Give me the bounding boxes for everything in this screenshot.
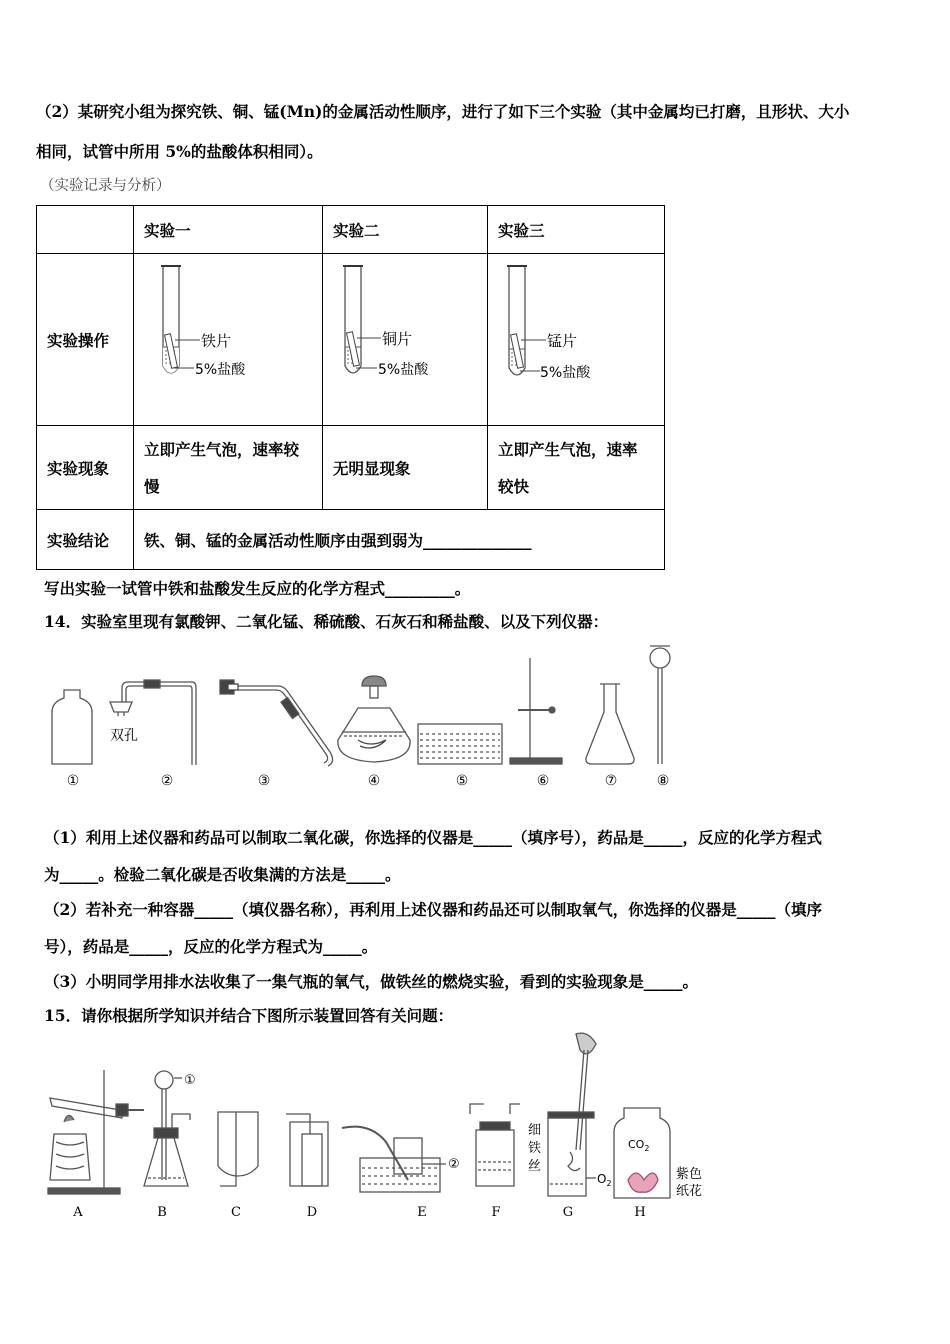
q14-sub2-line2: 号），药品是_____，反应的化学方程式为_____。 <box>44 937 378 956</box>
alcohol-lamp-icon <box>338 676 410 762</box>
apparatus-label-5: ⑤ <box>455 773 469 789</box>
marker-1: ① <box>184 1073 196 1088</box>
co2-label-main: CO <box>628 1138 645 1151</box>
stopper-label: 双孔 <box>110 728 138 744</box>
apparatus-label-2: ② <box>160 773 174 789</box>
q14-sub2-line1: （2）若补充一种容器_____（填仪器名称），再利用上述仪器和药品还可以制取氧气，你选择的仪器是_____（填序 <box>44 900 823 919</box>
q14-sub1-line2: 为_____。检验二氧化碳是否收集满的方法是_____。 <box>44 865 401 884</box>
header-exp1: 实验一 <box>134 206 323 254</box>
tube1-acid-label: 5%盐酸 <box>195 362 246 378</box>
apparatus-label-6: ⑥ <box>536 773 550 789</box>
apparatus-label-3: ③ <box>257 773 271 789</box>
row-label-conclusion: 实验结论 <box>37 510 134 570</box>
q14-sub3: （3）小明同学用排水法收集了一集气瓶的氧气，做铁丝的燃烧实验，看到的实验现象是_____。 <box>44 972 699 991</box>
device-a-heating-setup <box>48 1070 144 1194</box>
marker-2: ② <box>448 1157 460 1172</box>
tube-cell-2 <box>323 254 488 426</box>
device-label-d: D <box>306 1205 318 1220</box>
two-hole-stopper-icon <box>110 680 196 765</box>
device-g-iron-wire-burning <box>548 1033 596 1196</box>
q15-title: 15．请你根据所学知识并结合下图所示装置回答有关问题： <box>44 1006 454 1025</box>
apparatus-label-4: ④ <box>367 773 381 789</box>
iron-stand-icon <box>510 658 562 764</box>
q15-apparatus-figure <box>40 1030 760 1230</box>
row-label-operation: 实验操作 <box>37 254 134 426</box>
q14-sub1-line1: （1）利用上述仪器和药品可以制取二氧化碳，你选择的仪器是_____（填序号），药品是_____，反应的化学方程式 <box>44 828 823 847</box>
phenomenon-exp1-line2: 慢 <box>144 476 160 496</box>
phenomenon-exp3-line1: 立即产生气泡，速率 <box>498 439 638 459</box>
flower-label-1: 紫色 <box>676 1167 703 1182</box>
o2-label-main: O <box>597 1172 607 1186</box>
experiment-table <box>36 205 665 570</box>
tube1-metal-label: 铁片 <box>201 332 232 350</box>
header-exp3: 实验三 <box>488 206 665 254</box>
device-f-wash-bottle <box>470 1104 520 1186</box>
device-label-e: E <box>417 1205 427 1220</box>
device-label-c: C <box>231 1205 241 1220</box>
equation-prompt: 写出实验一试管中铁和盐酸发生反应的化学方程式_________。 <box>44 579 471 598</box>
q14-apparatus-figure <box>40 640 740 790</box>
co2-label-sub: 2 <box>644 1144 650 1153</box>
phenomenon-exp1 <box>134 426 323 510</box>
delivery-tube-icon <box>220 680 333 766</box>
row-label-phenomenon: 实验现象 <box>37 426 134 510</box>
device-h-co2-jar <box>614 1108 670 1198</box>
wire-label-1: 细 <box>528 1123 542 1138</box>
apparatus-label-1: ① <box>66 773 80 789</box>
long-neck-funnel-icon <box>650 646 670 764</box>
device-label-a: A <box>73 1205 83 1220</box>
flower-label-2: 纸花 <box>676 1184 703 1199</box>
device-d-gas-bottle <box>286 1114 328 1186</box>
device-c-collection-bottle <box>218 1112 258 1186</box>
device-b-flask-funnel <box>144 1071 190 1186</box>
q13-part2-line2: 相同，试管中所用 5%的盐酸体积相同）。 <box>36 142 323 161</box>
q13-part2-line1: （2）某研究小组为探究铁、铜、锰(Mn)的金属活动性顺序，进行了如下三个实验（其中金属均已打磨，且形状、大小 <box>36 102 850 121</box>
wire-label-2: 铁 <box>528 1141 542 1156</box>
test-tube-manganese <box>488 254 664 426</box>
device-e-water-trough <box>342 1127 446 1192</box>
phenomenon-exp1-line1: 立即产生气泡，速率较 <box>144 439 300 459</box>
o2-label <box>597 1172 612 1188</box>
tube2-metal-label: 铜片 <box>382 330 413 348</box>
apparatus-label-8: ⑧ <box>656 773 670 789</box>
device-label-b: B <box>157 1205 167 1220</box>
tube3-acid-label: 5%盐酸 <box>540 365 591 381</box>
device-label-f: F <box>491 1205 501 1220</box>
gas-jar-icon <box>52 690 92 764</box>
test-tube-copper <box>323 254 487 426</box>
test-tube-iron <box>134 254 322 426</box>
tube-cell-1 <box>134 254 323 426</box>
record-title: （实验记录与分析） <box>40 178 171 194</box>
conical-flask-icon <box>586 684 634 764</box>
q14-title: 14．实验室里现有氯酸钾、二氧化锰、稀硫酸、石灰石和稀盐酸、以及下列仪器： <box>44 612 609 631</box>
co2-label <box>628 1138 649 1153</box>
phenomenon-exp2: 无明显现象 <box>323 426 488 510</box>
header-exp2: 实验二 <box>323 206 488 254</box>
conclusion-cell: 铁、铜、锰的金属活动性顺序由强到弱为______________ <box>134 510 665 570</box>
apparatus-label-7: ⑦ <box>604 773 618 789</box>
o2-label-sub: 2 <box>606 1179 612 1188</box>
phenomenon-exp3-line2: 较快 <box>498 476 530 496</box>
tube-cell-3 <box>488 254 665 426</box>
device-label-h: H <box>634 1205 646 1220</box>
phenomenon-exp3 <box>488 426 665 510</box>
device-label-g: G <box>562 1205 574 1220</box>
tube2-acid-label: 5%盐酸 <box>378 362 429 378</box>
wire-label-3: 丝 <box>528 1159 542 1174</box>
tube3-metal-label: 锰片 <box>547 332 578 350</box>
table-corner <box>37 206 134 254</box>
water-trough-icon <box>418 724 502 764</box>
